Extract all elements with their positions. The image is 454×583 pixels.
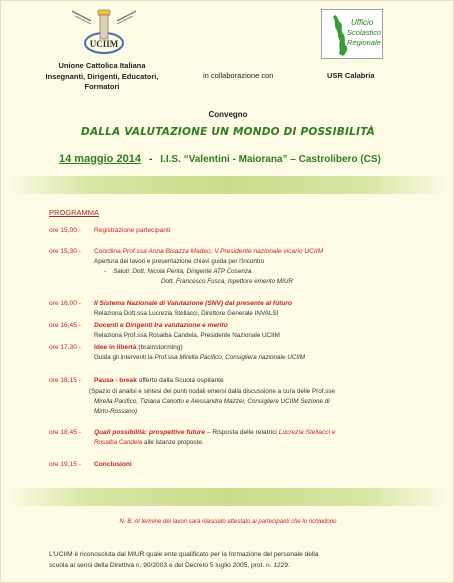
- event-date: 14 maggio 2014: [59, 153, 141, 165]
- program-time: ore 16,00 -: [49, 300, 81, 307]
- decorative-band-bottom: [7, 488, 449, 506]
- accreditation-footer: [49, 549, 419, 571]
- event-type: Convegno: [208, 110, 248, 119]
- subline-text: alle istanze proposte.: [142, 439, 204, 446]
- program-heading: PROGRAMMA: [49, 208, 100, 217]
- program-subline: Relaziona Prof.ssa Rosalba Candela, Presidente Nazionale UCIIM: [94, 332, 280, 339]
- event-title: DALLA VALUTAZIONE UN MONDO DI POSSIBILITÀ: [81, 126, 375, 138]
- program-row-1915: [49, 460, 132, 470]
- footer-line2: scuola ai sensi della Direttiva n. 90/2003 e del Decreto 5 luglio 2005, prot. n. 1229.: [49, 562, 290, 569]
- program-subline-greetings: [104, 267, 251, 277]
- program-subline: [94, 353, 305, 363]
- usr-logo-line3: Regionale: [347, 38, 381, 47]
- event-venue: I.I.S. “Valentini - Maiorana” – Castrolibero (CS): [160, 154, 381, 165]
- program-item-note: offerto dalla Scuola ospitante: [136, 377, 224, 384]
- program-item: Quali possibilità: prospettive future: [94, 429, 206, 436]
- partner-name: USR Calabria: [327, 71, 375, 80]
- date-separator: -: [148, 154, 153, 165]
- subline-speaker: Rosalba Candela: [94, 439, 143, 446]
- program-item: Il Sistema Nazionale di Valutazione (SNV) dal presente al futuro: [94, 300, 292, 307]
- program-item: Docenti e Dirigenti tra valutazione e merito: [94, 322, 228, 329]
- organizer-name-line2: Insegnanti, Dirigenti, Educatori, Formatori: [45, 71, 159, 91]
- program-item-note: – Risposta delle relatrici: [205, 429, 279, 436]
- program-item-speaker: Prof.ssa Anna Bisazza Madeo, V.Presidente nazionale vicario UCIIM: [122, 248, 324, 255]
- attendance-note: N. B. Al termine dei lavori sarà rilasciato attestato ai partecipanti che lo richiedono: [119, 519, 337, 525]
- program-row-1730: [49, 343, 183, 353]
- program-row-1600: [49, 299, 292, 309]
- program-subline: Mirto-Rossano): [94, 408, 138, 415]
- footer-line1: L'UCIIM è riconosciuta dal MIUR quale ente qualificato per la formazione del personale della: [49, 551, 319, 558]
- program-subline: [94, 438, 204, 448]
- program-time: ore 18,45 -: [49, 429, 81, 436]
- program-item: Idee in libertà: [94, 344, 137, 351]
- collaboration-label: in collaborazione con: [203, 71, 274, 80]
- program-item-note: (brainstorming): [136, 344, 183, 351]
- usr-logo-line2: Scolastico: [347, 28, 382, 37]
- program-time: ore 19,15 -: [49, 461, 81, 468]
- program-item-speaker: Lucrezia Stellacci e: [278, 429, 336, 436]
- organizer-name-line1: Unione Cattolica Italiana: [58, 61, 146, 70]
- program-item: Pausa - break: [94, 377, 137, 384]
- program-subline: Apertura dei lavori e presentazione chiavi guida per l'incontro: [94, 258, 265, 265]
- program-row-1645: [49, 321, 228, 331]
- program-subline: Relaziona Dott.ssa Lucrezia Stellacci, Direttore Generale INVALSI: [94, 310, 279, 317]
- subline-dash: -: [104, 268, 107, 275]
- program-time: ore 15,30 -: [49, 248, 81, 255]
- greetings-text: Saluti: Dott. Nicola Penta, Dirigente ATP Cosenza: [113, 268, 252, 275]
- subline-speaker: Prof.ssa Mirella Pacifico, Consigliera nazionale UCIIM: [154, 354, 306, 361]
- program-row-1500: [49, 226, 170, 236]
- decorative-band-top: [7, 176, 449, 194]
- program-row-1815: [49, 376, 224, 386]
- usr-calabria-logo: [321, 9, 383, 59]
- program-subline: (Spazio di analisi e sintesi dei punti nodali emersi dalla discussione a cura delle Prof.sse: [89, 388, 336, 395]
- program-row-1845: [49, 428, 336, 438]
- uciim-logo-text: UCIIM: [89, 39, 119, 49]
- program-time: ore 15,00 -: [49, 227, 81, 234]
- program-row-1530: [49, 247, 323, 257]
- program-item: Conclusioni: [94, 461, 132, 468]
- program-item: Registrazione partecipanti: [94, 227, 171, 234]
- usr-logo-line1: Ufficio: [351, 18, 374, 27]
- program-item: Coordina: [94, 248, 123, 255]
- program-time: ore 18,15 -: [49, 377, 81, 384]
- program-time: ore 17,30 -: [49, 344, 81, 351]
- organizer-name: [31, 61, 173, 93]
- date-venue-line: [59, 153, 381, 165]
- subline-text: Guida gli interventi la: [94, 354, 155, 361]
- program-time: ore 16,45 -: [49, 322, 81, 329]
- program-subline: Mirella Pacifico, Tiziana Canotto e Alessandra Mazzei, Consigliere UCIIM Sezione di: [94, 398, 330, 405]
- program-subline: Dott. Francesco Fusca, Ispettore emerito MIUR: [161, 278, 293, 285]
- uciim-logo: [67, 7, 141, 57]
